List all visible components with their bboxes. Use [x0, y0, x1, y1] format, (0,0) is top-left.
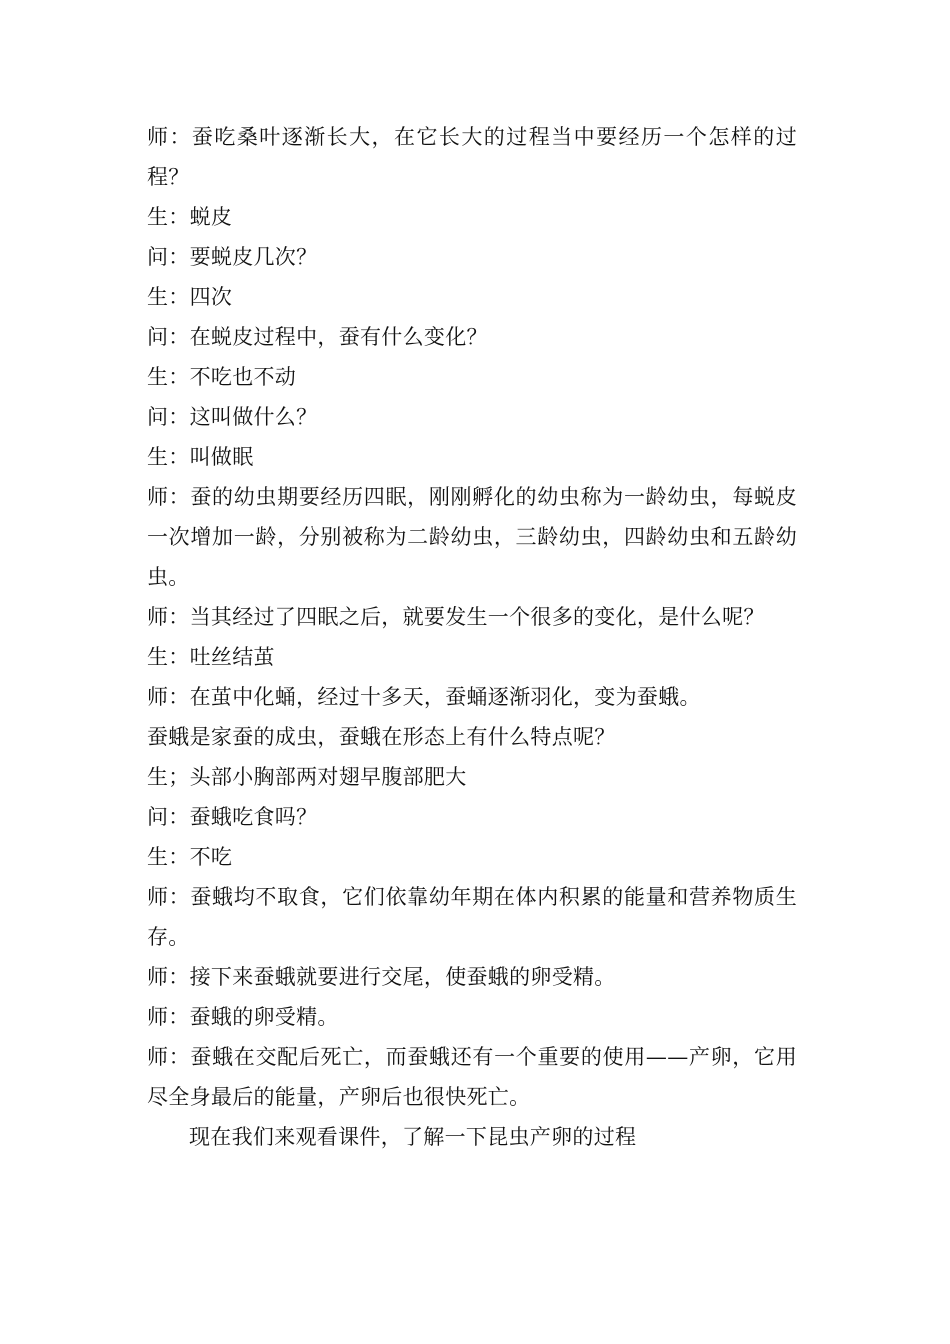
paragraph: 生；头部小胸部两对翅早腹部肥大	[147, 765, 467, 789]
paragraph: 蚕蛾是家蚕的成虫，蚕蛾在形态上有什么特点呢？	[147, 725, 616, 749]
paragraph: 生：蜕皮	[147, 205, 233, 229]
paragraph: 师：当其经过了四眠之后，就要发生一个很多的变化，是什么呢？	[147, 605, 765, 629]
paragraph: 师：在茧中化蛹，经过十多天，蚕蛹逐渐羽化，变为蚕蛾。	[147, 685, 701, 709]
paragraph: 生：不吃	[147, 845, 233, 869]
paragraph: 问：这叫做什么？	[147, 405, 318, 429]
paragraph: 生：不吃也不动	[147, 365, 297, 389]
paragraph: 师：蚕吃桑叶逐渐长大，在它长大的过程当中要经历一个怎样的过程？	[147, 125, 797, 189]
paragraph: 师：接下来蚕蛾就要进行交尾，使蚕蛾的卵受精。	[147, 965, 616, 989]
paragraph: 问：要蜕皮几次？	[147, 245, 318, 269]
paragraph: 生：叫做眠	[147, 445, 254, 469]
paragraph: 师：蚕的幼虫期要经历四眠，刚刚孵化的幼虫称为一龄幼虫，每蜕皮一次增加一龄，分别被称为二龄幼虫，三龄幼虫，四龄幼虫和五龄幼虫。	[147, 485, 797, 589]
paragraph: 师：蚕蛾的卵受精。	[147, 1005, 339, 1029]
paragraph: 问：蚕蛾吃食吗？	[147, 805, 318, 829]
paragraph: 问：在蜕皮过程中，蚕有什么变化？	[147, 325, 488, 349]
paragraph: 生：吐丝结茧	[147, 645, 275, 669]
paragraph: 师：蚕蛾在交配后死亡，而蚕蛾还有一个重要的使用——产卵，它用尽全身最后的能量，产卵后也很快死亡。	[147, 1045, 797, 1109]
paragraph: 师：蚕蛾均不取食，它们依靠幼年期在体内积累的能量和营养物质生存。	[147, 885, 797, 949]
paragraph: 现在我们来观看课件，了解一下昆虫产卵的过程	[189, 1125, 637, 1149]
document-body	[147, 117, 797, 1157]
paragraph: 生：四次	[147, 285, 233, 309]
